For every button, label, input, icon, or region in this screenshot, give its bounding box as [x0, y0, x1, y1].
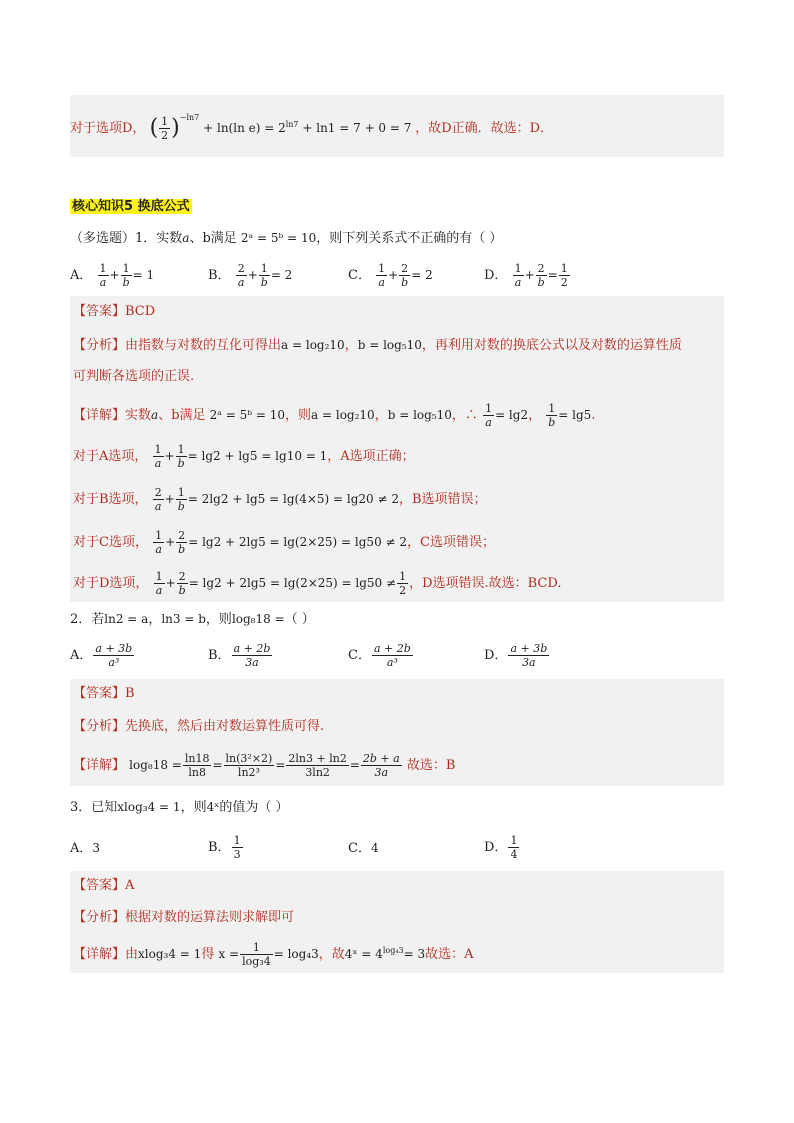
- q1-option-c: C． $\frac{1}{a}$ + $\frac{2}{b}$ = 2: [348, 262, 433, 289]
- q2-detail: 【详解】 log₈18 = $\frac{\ln 18}{\ln 8}$ = $\frac{\text{ln(3²×2)}}{\text{ln2³}}$ = $\frac{2\ln 3 + \ln 2}{3\ln 2}$ = $\frac{2b + a}{3a}$ 故选：B: [73, 752, 456, 779]
- q3-option-d: D． $\frac{1}{4}$: [484, 834, 518, 861]
- q1-detail-option-b: 对于B选项， $\frac{2}{a}$ + $\frac{1}{b}$ = 2lg2 + lg5 = lg(4×5) = lg20 ≠ 2，B选项错误；: [73, 486, 487, 513]
- q2-option-b: B． $\frac{a + 2b}{3a}$: [208, 642, 271, 669]
- section-heading-row: [70, 197, 724, 217]
- q1-stem-var-a: a: [182, 231, 190, 245]
- q2-option-d: D． $\frac{a + 3b}{3a}$: [484, 642, 548, 669]
- q1-stem-condition: 2ᵃ = 5ᵇ = 10: [240, 231, 317, 245]
- q3-option-b: B． $\frac{1}{3}$: [208, 834, 241, 861]
- q1-stem: [70, 228, 724, 249]
- q2-answer: 【答案】B: [73, 686, 135, 701]
- q1-option-a: A． $\frac{1}{a}$ + $\frac{1}{b}$ = 1: [70, 262, 155, 289]
- q1-options: [70, 262, 724, 292]
- q2-option-c: C． $\frac{a + 2b}{\text{a³}}$: [348, 642, 411, 669]
- q3-detail: 【详解】由xlog₃4 = 1得 x = $\frac{1}{\text{log₃4}}$ = log₄3，故4ˣ = $4^{log_43}= 3$故选：A: [73, 941, 474, 968]
- prev-detail-line: [70, 115, 724, 142]
- q1-analysis-line2: 可判断各选项的正误.: [73, 369, 195, 384]
- q1-option-b: B． $\frac{2}{a}$ + $\frac{1}{b}$ = 2: [208, 262, 293, 289]
- q3-answer: 【答案】A: [73, 878, 135, 893]
- q3-option-a: A．3: [70, 841, 101, 856]
- prev-detail-expr: ( $\frac{1}{2}$ )$^{-ln7}$ + ln(ln $e) = 2^{ln7} + \ln 1 = 7 + 0 = 7$: [149, 113, 412, 142]
- q1-detail-option-a: 对于A选项， $\frac{1}{a}$ + $\frac{1}{b}$ = lg2 + lg5 = lg10 = 1，A选项正确；: [73, 443, 415, 470]
- q2-options: [70, 642, 724, 674]
- q2-option-a: A． $\frac{a + 3b}{\text{a³}}$: [70, 642, 133, 669]
- prev-detail-prefix: 对于选项D，: [70, 121, 146, 136]
- q1-detail-line1: 【详解】实数a、b满足 2ᵃ = 5ᵇ = 10，则a = log₂10，b = log₅10，∴ $\frac{1}{a}$ = lg2， $\frac{1}{b}$ = lg5.: [73, 402, 596, 429]
- q3-stem: 3．已知xlog₃4 = 1，则4ˣ的值为（ ）: [70, 800, 289, 815]
- q1-detail-option-d: 对于D选项， $\frac{1}{a}$ + $\frac{2}{b}$ = lg2 + 2lg5 = lg(2×25) = lg50 ≠ $\frac{1}{2}$ ，D选项错误.故选：BCD.: [73, 570, 562, 597]
- q1-answer-value: BCD: [125, 304, 156, 319]
- q3-answer-value: A: [125, 878, 135, 893]
- q1-detail-option-c: 对于C选项， $\frac{1}{a}$ + $\frac{2}{b}$ = lg2 + 2lg5 = lg(2×25) = lg50 ≠ 2，C选项错误；: [73, 529, 495, 556]
- prev-detail-suffix: ，故D正确．故选：D．: [415, 121, 554, 136]
- q2-analysis: 【分析】先换底，然后由对数运算性质可得.: [73, 719, 325, 734]
- q2-answer-value: B: [125, 686, 135, 701]
- section-heading: 核心知识5 换底公式: [72, 199, 190, 214]
- q1-stem-mid: 、b满足: [189, 231, 237, 246]
- q3-option-c: C．4: [348, 841, 379, 856]
- q3-analysis: 【分析】根据对数的运算法则求解即可: [73, 910, 295, 925]
- q1-stem-suffix: ，则下列关系式不正确的有（ ）: [316, 231, 503, 246]
- q1-answer: 【答案】BCD: [73, 304, 156, 319]
- q1-option-d: D． $\frac{1}{a}$ + $\frac{2}{b}$ = $\frac{1}{2}$: [484, 262, 568, 289]
- q1-stem-prefix: （多选题）1．实数: [70, 231, 183, 246]
- q3-options: [70, 834, 724, 866]
- q2-stem: 2．若ln2 = a，ln3 = b，则log₈18 =（ ）: [70, 612, 315, 627]
- q1-analysis-line1: 【分析】由指数与对数的互化可得出a = log₂10，b = log₅10，再利用对数的换底公式以及对数的运算性质: [73, 338, 682, 353]
